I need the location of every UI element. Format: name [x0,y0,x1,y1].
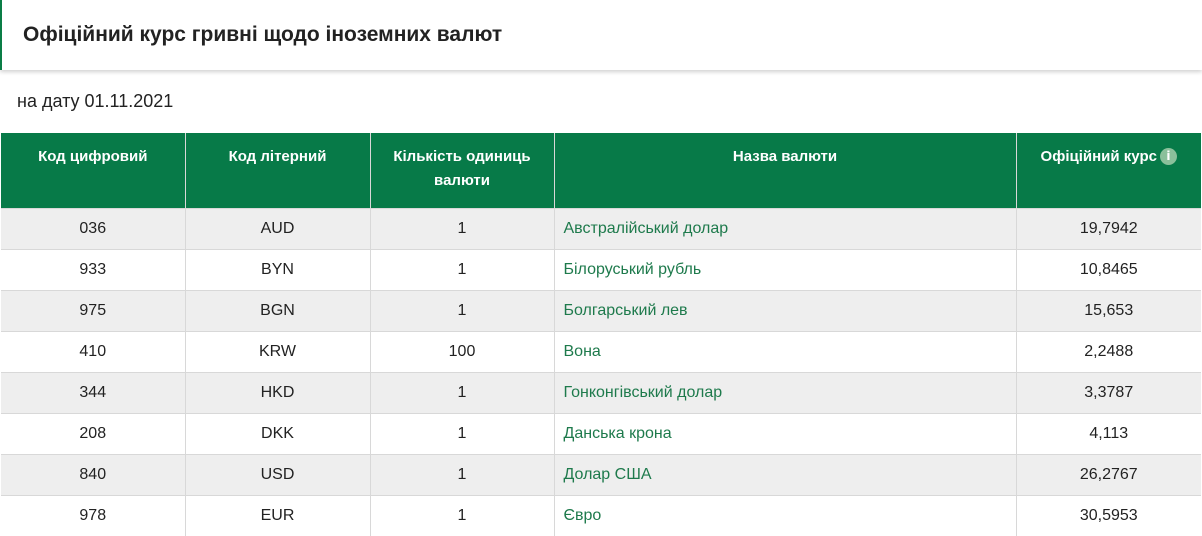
cell-official-rate: 4,113 [1016,413,1201,454]
header-code-numeric [1,133,185,208]
currency-name-link[interactable]: Гонконгівський долар [563,383,723,401]
header-code-numeric-label: Код цифровий [38,148,148,165]
cell-code-letter: BGN [185,290,370,331]
cell-units: 1 [370,208,554,249]
table-row [1,454,1201,495]
cell-code-letter: EUR [185,495,370,536]
cell-code-numeric: 036 [1,208,185,249]
cell-code-letter: BYN [185,249,370,290]
cell-units: 1 [370,413,554,454]
cell-code-letter: AUD [185,208,370,249]
cell-code-numeric: 410 [1,331,185,372]
header-code-letter-label: Код літерний [228,148,327,165]
cell-code-letter: HKD [185,372,370,413]
table-row [1,208,1201,249]
info-icon[interactable]: i [1160,148,1177,165]
date-line: на дату 01.11.2021 [17,91,174,111]
cell-currency-name [554,413,1016,454]
cell-code-numeric: 208 [1,413,185,454]
table-row [1,290,1201,331]
cell-currency-name [554,290,1016,331]
cell-code-numeric: 978 [1,495,185,536]
header-units-label-line2: валюти [434,172,490,189]
cell-official-rate: 10,8465 [1016,249,1201,290]
header-official-rate-label: Офіційний курс [1040,148,1157,165]
currency-name-link[interactable]: Білоруський рубль [563,260,702,278]
cell-units: 1 [370,495,554,536]
table-row [1,331,1201,372]
header-currency-name [554,133,1016,208]
cell-currency-name [554,249,1016,290]
cell-units: 100 [370,331,554,372]
page-title-panel [0,0,1202,70]
currency-name-link[interactable]: Євро [563,506,602,524]
cell-currency-name [554,208,1016,249]
table-body [1,208,1201,536]
exchange-rates-table [1,133,1201,536]
header-code-letter [185,133,370,208]
page-title: Офіційний курс гривні щодо іноземних валют [23,23,503,46]
currency-name-link[interactable]: Вона [563,342,601,360]
header-units-label-line1: Кількість одиниць [393,148,531,165]
header-official-rate [1016,133,1201,208]
cell-code-numeric: 933 [1,249,185,290]
currency-name-link[interactable]: Болгарський лев [563,301,688,319]
cell-official-rate: 15,653 [1016,290,1201,331]
cell-code-numeric: 344 [1,372,185,413]
currency-name-link[interactable]: Данська крона [563,424,672,442]
header-units [370,133,554,208]
cell-units: 1 [370,249,554,290]
header-currency-name-label: Назва валюти [732,148,838,165]
cell-units: 1 [370,454,554,495]
cell-official-rate: 19,7942 [1016,208,1201,249]
table-row [1,249,1201,290]
cell-code-letter: KRW [185,331,370,372]
table-row [1,413,1201,454]
cell-currency-name [554,454,1016,495]
currency-name-link[interactable]: Долар США [563,465,652,483]
cell-currency-name [554,372,1016,413]
table-header [1,133,1201,208]
cell-code-letter: DKK [185,413,370,454]
cell-currency-name [554,331,1016,372]
cell-code-numeric: 840 [1,454,185,495]
cell-official-rate: 30,5953 [1016,495,1201,536]
cell-code-numeric: 975 [1,290,185,331]
cell-official-rate: 3,3787 [1016,372,1201,413]
cell-official-rate: 2,2488 [1016,331,1201,372]
table-row [1,495,1201,536]
cell-official-rate: 26,2767 [1016,454,1201,495]
table-row [1,372,1201,413]
cell-units: 1 [370,372,554,413]
table-header-row [1,133,1201,208]
cell-currency-name [554,495,1016,536]
cell-units: 1 [370,290,554,331]
cell-code-letter: USD [185,454,370,495]
currency-name-link[interactable]: Австралійський долар [563,219,729,237]
